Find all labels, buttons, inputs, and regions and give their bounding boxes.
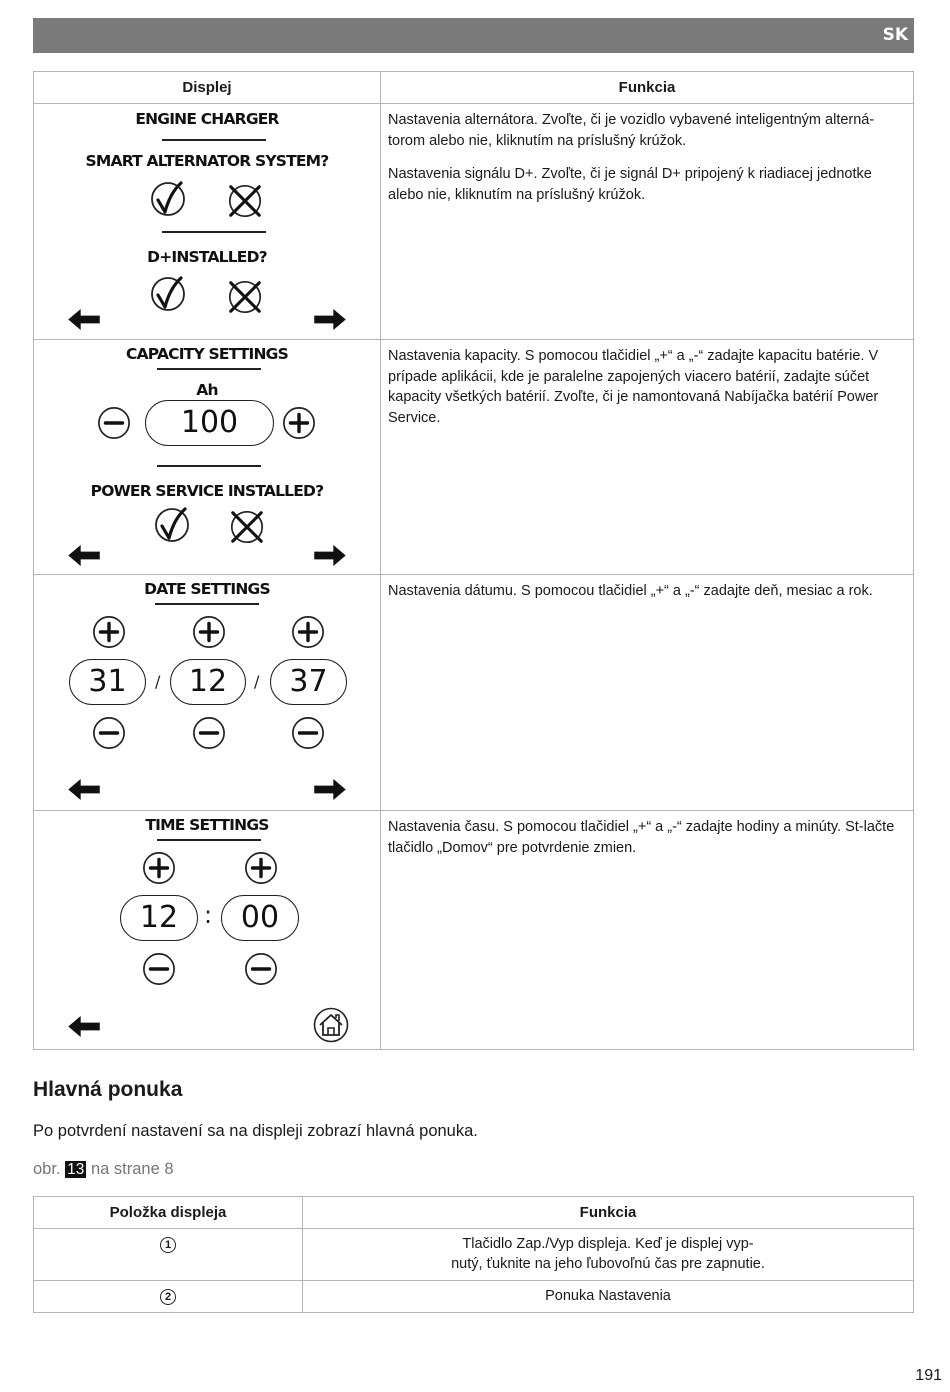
display-cell — [34, 811, 381, 1050]
divider — [157, 465, 261, 467]
screen-title: CAPACITY SETTINGS — [126, 345, 288, 363]
item-cell — [34, 1229, 303, 1281]
item-number-badge: 1 — [160, 1237, 176, 1253]
date-separator: / — [155, 672, 161, 691]
divider — [162, 139, 266, 141]
capacity-value-field[interactable]: 100 — [145, 400, 274, 446]
section-title: Hlavná ponuka — [33, 1078, 183, 1101]
minus-icon[interactable] — [291, 716, 325, 750]
function-cell — [381, 811, 914, 1050]
divider — [155, 603, 259, 605]
day-value-field[interactable]: 31 — [69, 659, 146, 705]
table-row — [34, 811, 914, 1050]
header-bar — [33, 18, 914, 53]
divider — [157, 839, 261, 841]
time-settings-screen — [34, 811, 380, 1049]
section-text: Po potvrdení nastavení sa na displeji zobrazí hlavná ponuka. — [33, 1122, 478, 1140]
minus-icon[interactable] — [142, 952, 176, 986]
check-icon[interactable] — [148, 274, 188, 314]
display-cell — [34, 340, 381, 575]
table-header-row — [34, 72, 914, 104]
table-row — [34, 340, 914, 575]
engine-charger-screen — [34, 104, 380, 339]
screen-title: ENGINE CHARGER — [135, 110, 279, 128]
function-text-line: Ponuka Nastavenia — [545, 1288, 671, 1304]
check-icon[interactable] — [152, 505, 192, 545]
power-service-question: POWER SERVICE INSTALLED? — [90, 482, 324, 500]
language-code: SK — [882, 25, 908, 45]
capacity-settings-screen — [34, 340, 380, 574]
cross-icon[interactable] — [226, 278, 264, 316]
plus-icon[interactable] — [142, 851, 176, 885]
year-value-field[interactable]: 37 — [270, 659, 347, 705]
hour-value-field[interactable]: 12 — [120, 895, 198, 941]
figure-reference — [33, 1160, 174, 1179]
arrow-right-icon[interactable] — [313, 545, 346, 566]
capacity-settings-text: Nastavenia kapacity. S pomocou tlačidiel „+“ a „-“ zadajte kapacitu batérie. V prípade aplikácii, kde je paralelne zapojených viacero batérií, zadajte súčet kapacity všetkých batérií. Zvoľte, či je namontovaná Nabíjačka batérií Power Service. — [388, 348, 879, 426]
d-plus-settings-text: Nastavenia signálu D+. Zvoľte, či je signál D+ pripojený k riadiacej jednotke alebo nie, kliknutím na príslušný krúžok. — [388, 166, 872, 203]
check-icon[interactable] — [148, 179, 188, 219]
smart-alternator-question: SMART ALTERNATOR SYSTEM? — [85, 152, 329, 170]
arrow-right-icon[interactable] — [313, 309, 346, 330]
date-separator: / — [254, 672, 260, 691]
minute-value-field[interactable]: 00 — [221, 895, 299, 941]
page-number: 191 — [915, 1367, 942, 1384]
alternator-settings-text: Nastavenia alternátora. Zvoľte, či je vozidlo vybavené inteligentným alterná-torom alebo nie, kliknutím na príslušný krúžok. — [388, 112, 875, 149]
function-text-line: nutý, ťuknite na jeho ľubovoľnú čas pre zapnutie. — [451, 1256, 765, 1272]
item-cell — [34, 1281, 303, 1313]
d-plus-question: D+INSTALLED? — [147, 248, 267, 266]
function-cell — [381, 575, 914, 811]
date-settings-text: Nastavenia dátumu. S pomocou tlačidiel „+“ a „-“ zadajte deň, mesiac a rok. — [388, 583, 873, 599]
cross-icon[interactable] — [226, 182, 264, 220]
arrow-left-icon[interactable] — [68, 1016, 101, 1037]
arrow-right-icon[interactable] — [313, 779, 346, 800]
function-cell — [303, 1281, 914, 1313]
item-number-badge: 2 — [160, 1289, 176, 1305]
column-header-function: Funkcia — [381, 72, 914, 104]
divider — [157, 368, 261, 370]
figure-prefix: obr. — [33, 1160, 61, 1178]
arrow-left-icon[interactable] — [68, 545, 101, 566]
plus-icon[interactable] — [291, 615, 325, 649]
figure-number: 13 — [67, 1161, 85, 1178]
table-header-row — [34, 1197, 914, 1229]
function-cell — [381, 104, 914, 340]
plus-icon[interactable] — [192, 615, 226, 649]
screen-title: TIME SETTINGS — [145, 816, 269, 834]
figure-suffix: na strane 8 — [90, 1160, 174, 1178]
minus-icon[interactable] — [192, 716, 226, 750]
table-row — [34, 104, 914, 340]
table-row — [34, 1281, 914, 1313]
table-row — [34, 1229, 914, 1281]
plus-icon[interactable] — [244, 851, 278, 885]
display-cell — [34, 575, 381, 811]
cross-icon[interactable] — [228, 508, 266, 546]
home-icon[interactable] — [313, 1007, 349, 1043]
minus-icon[interactable] — [244, 952, 278, 986]
arrow-left-icon[interactable] — [68, 309, 101, 330]
minus-icon[interactable] — [97, 406, 131, 440]
month-value-field[interactable]: 12 — [170, 659, 246, 705]
divider — [162, 231, 266, 233]
column-header-item: Položka displeja — [34, 1197, 303, 1229]
plus-icon[interactable] — [92, 615, 126, 649]
function-cell — [381, 340, 914, 575]
function-text-line: Tlačidlo Zap./Vyp displeja. Keď je displej vyp- — [462, 1236, 754, 1252]
function-cell — [303, 1229, 914, 1281]
table-row — [34, 575, 914, 811]
time-separator: : — [204, 901, 213, 929]
main-menu-table — [33, 1196, 914, 1313]
minus-icon[interactable] — [92, 716, 126, 750]
screen-title: DATE SETTINGS — [144, 580, 270, 598]
date-settings-screen — [34, 575, 380, 810]
display-settings-table — [33, 71, 914, 1050]
time-settings-text: Nastavenia času. S pomocou tlačidiel „+“ a „-“ zadajte hodiny a minúty. St-lačte tlačidlo „Domov“ pre potvrdenie zmien. — [388, 819, 895, 856]
column-header-display: Displej — [34, 72, 381, 104]
arrow-left-icon[interactable] — [68, 779, 101, 800]
column-header-function: Funkcia — [303, 1197, 914, 1229]
display-cell — [34, 104, 381, 340]
plus-icon[interactable] — [282, 406, 316, 440]
capacity-unit: Ah — [196, 381, 218, 399]
